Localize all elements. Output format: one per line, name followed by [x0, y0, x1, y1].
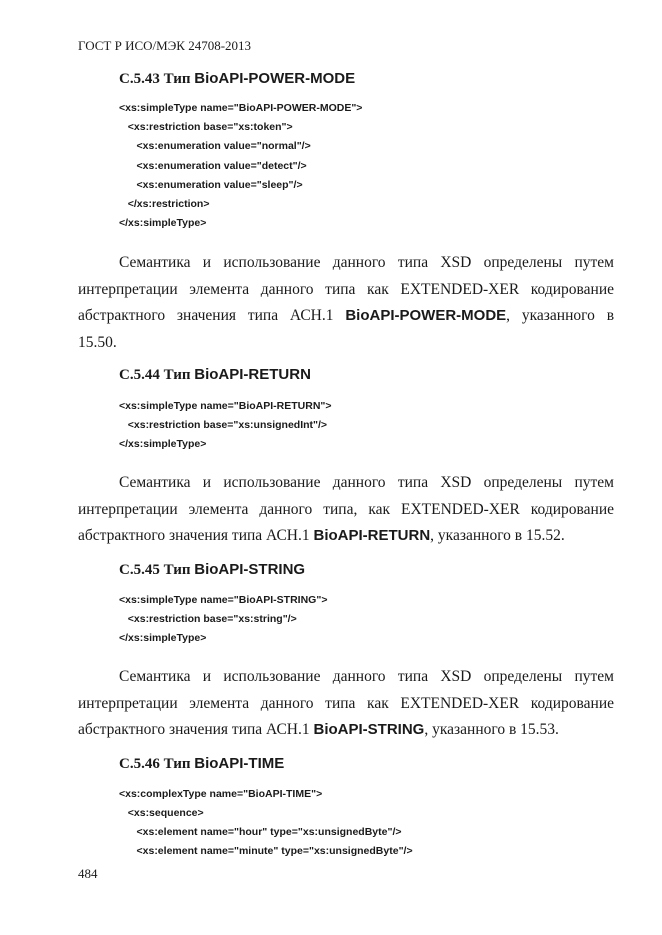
paragraph-line: Семантика и использование данного типа XSD определены путем	[119, 474, 614, 491]
document-header: ГОСТ Р ИСО/МЭК 24708-2013	[78, 38, 252, 53]
text-run: , указанного в 15.53.	[424, 721, 559, 738]
text-run: абстрактного значения типа АСН.1	[78, 307, 334, 324]
code-line: <xs:sequence>	[119, 807, 204, 819]
section-heading-power-mode	[119, 70, 355, 88]
paragraph-line	[78, 523, 614, 550]
text-run: , указанного в 15.52.	[430, 527, 565, 544]
code-line: <xs:element name="minute" type="xs:unsignedByte"/>	[119, 845, 413, 857]
code-line: <xs:restriction base="xs:string"/>	[119, 613, 297, 625]
section-number: С.5.43 Тип	[119, 71, 191, 87]
section-heading-string	[119, 561, 305, 579]
text-run: абстрактного значения типа АСН.1	[78, 721, 310, 738]
paragraph	[78, 470, 614, 550]
code-line: <xs:enumeration value="normal"/>	[119, 140, 311, 152]
type-name: BioAPI-STRING	[194, 561, 306, 578]
section-number: С.5.45 Тип	[119, 562, 191, 578]
paragraph-line: Семантика и использование данного типа XSD определены путем	[119, 254, 614, 271]
paragraph	[78, 250, 614, 356]
code-line: <xs:complexType name="BioAPI-TIME">	[119, 788, 323, 800]
paragraph	[78, 664, 614, 744]
section-heading-time	[119, 755, 284, 773]
type-name: BioAPI-POWER-MODE	[194, 70, 356, 87]
code-line: <xs:element name="hour" type="xs:unsignedByte"/>	[119, 826, 402, 838]
code-line: </xs:simpleType>	[119, 217, 207, 229]
code-line: </xs:simpleType>	[119, 632, 207, 644]
text-run: , указанного в	[506, 307, 615, 324]
section-number: С.5.46 Тип	[119, 756, 191, 772]
paragraph-line	[78, 303, 614, 330]
paragraph-line: Семантика и использование данного типа XSD определены путем	[119, 668, 614, 685]
page-number: 484	[78, 866, 98, 881]
type-name: BioAPI-TIME	[194, 755, 285, 772]
type-reference: BioAPI-POWER-MODE	[345, 307, 507, 324]
paragraph-line: интерпретации элемента данного типа как EXTENDED-XER кодирование	[78, 694, 614, 712]
paragraph-line: интерпретации элемента данного типа как EXTENDED-XER кодирование	[78, 280, 614, 298]
code-line: <xs:enumeration value="detect"/>	[119, 160, 307, 172]
code-line: <xs:simpleType name="BioAPI-STRING">	[119, 594, 328, 606]
paragraph-line: 15.50.	[78, 333, 117, 351]
text-run: абстрактного значения типа АСН.1	[78, 527, 310, 544]
code-line: <xs:simpleType name="BioAPI-RETURN">	[119, 400, 332, 412]
type-name: BioAPI-RETURN	[194, 366, 311, 383]
paragraph-line	[78, 717, 614, 744]
code-line: <xs:restriction base="xs:unsignedInt"/>	[119, 419, 328, 431]
code-line: <xs:restriction base="xs:token">	[119, 121, 293, 133]
section-heading-return	[119, 366, 311, 384]
type-reference: BioAPI-STRING	[313, 721, 425, 738]
code-line: <xs:simpleType name="BioAPI-POWER-MODE">	[119, 102, 363, 114]
code-line: </xs:restriction>	[119, 198, 210, 210]
paragraph-line: интерпретации элемента данного типа, как EXTENDED-XER кодирование	[78, 500, 614, 518]
type-reference: BioAPI-RETURN	[313, 527, 431, 544]
code-line: </xs:simpleType>	[119, 438, 207, 450]
code-line: <xs:enumeration value="sleep"/>	[119, 179, 303, 191]
section-number: С.5.44 Тип	[119, 367, 191, 383]
